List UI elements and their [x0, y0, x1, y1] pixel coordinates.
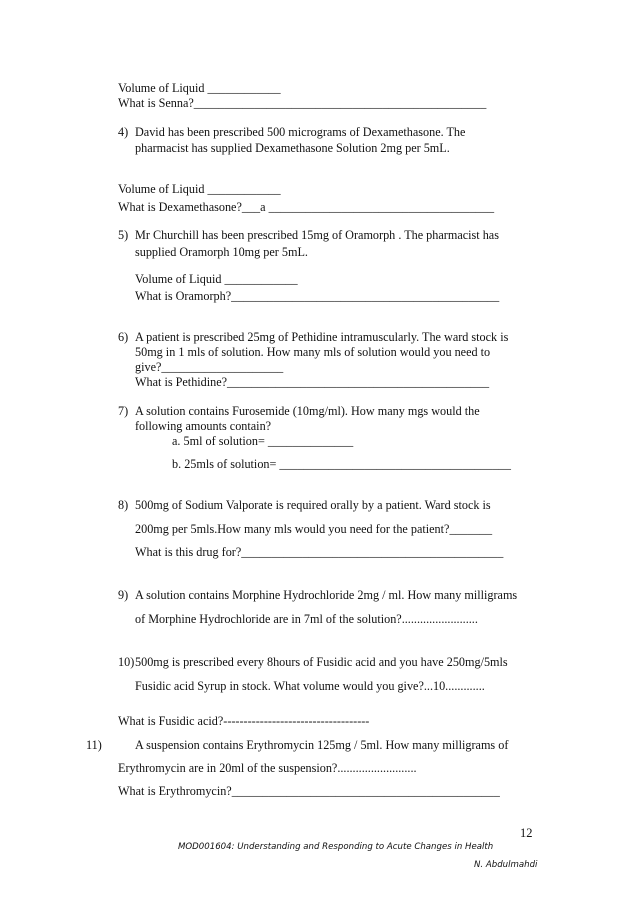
q6-text-line-3: give?____________________ — [135, 360, 284, 374]
footer-author: N. Abdulmahdi — [474, 860, 538, 870]
q10-number: 10) — [118, 655, 135, 669]
q8-text-line-2: 200mg per 5mls.How many mls would you need for the patient?_______ — [135, 522, 493, 536]
q3-volume-line: Volume of Liquid ____________ — [118, 81, 281, 95]
q11-number: 11) — [86, 738, 102, 752]
q9-text-line-1: A solution contains Morphine Hydrochloride 2mg / ml. How many milligrams — [135, 588, 518, 602]
q4-text-line-2: pharmacist has supplied Dexamethasone Solution 2mg per 5mL. — [135, 141, 450, 155]
page-number: 12 — [520, 826, 533, 840]
footer-course-title: MOD001604: Understanding and Responding to Acute Changes in Health — [178, 842, 494, 852]
q5-volume-line: Volume of Liquid ____________ — [135, 272, 298, 286]
q3-what-is-line: What is Senna?________________________________________________ — [118, 96, 487, 110]
q8-number: 8) — [118, 498, 129, 512]
q10-text-line-1: 500mg is prescribed every 8hours of Fusidic acid and you have 250mg/5mls — [135, 655, 508, 669]
q6-number: 6) — [118, 330, 129, 344]
q11-text-line-3: What is Erythromycin?____________________________________________ — [118, 784, 500, 798]
q10-what-is-line: What is Fusidic acid?------------------------------------ — [118, 714, 370, 728]
q5-what-is-line: What is Oramorph?____________________________________________ — [135, 289, 500, 303]
q5-number: 5) — [118, 228, 129, 242]
q7-text-line-2: following amounts contain? — [135, 419, 272, 433]
q7-number: 7) — [118, 404, 129, 418]
q8-text-line-1: 500mg of Sodium Valporate is required orally by a patient. Ward stock is — [135, 498, 491, 512]
q5-text-line-1: Mr Churchill has been prescribed 15mg of Oramorph . The pharmacist has — [135, 228, 499, 242]
q10-text-line-2: Fusidic acid Syrup in stock. What volume would you give?...10............. — [135, 679, 485, 693]
q4-what-is-line: What is Dexamethasone?___a _____________________________________ — [118, 200, 495, 214]
q8-text-line-3: What is this drug for?___________________________________________ — [135, 545, 504, 559]
q7-part-b: b. 25mls of solution= ______________________________________ — [172, 457, 511, 471]
q4-text-line-1: David has been prescribed 500 micrograms of Dexamethasone. The — [135, 125, 466, 139]
q4-number: 4) — [118, 125, 129, 139]
q7-part-a: a. 5ml of solution= ______________ — [172, 434, 354, 448]
q11-text-line-2: Erythromycin are in 20ml of the suspension?.......................... — [118, 761, 417, 775]
q9-number: 9) — [118, 588, 129, 602]
q6-text-line-1: A patient is prescribed 25mg of Pethidine intramuscularly. The ward stock is — [135, 330, 509, 344]
q7-text-line-1: A solution contains Furosemide (10mg/ml). How many mgs would the — [135, 404, 480, 418]
q6-text-line-2: 50mg in 1 mls of solution. How many mls of solution would you need to — [135, 345, 491, 359]
q9-text-line-2: of Morphine Hydrochloride are in 7ml of the solution?......................... — [135, 612, 478, 626]
q6-text-line-4: What is Pethidine?___________________________________________ — [135, 375, 490, 389]
q5-text-line-2: supplied Oramorph 10mg per 5mL. — [135, 245, 308, 259]
q4-volume-line: Volume of Liquid ____________ — [118, 182, 281, 196]
q11-text-line-1: A suspension contains Erythromycin 125mg / 5ml. How many milligrams of — [135, 738, 509, 752]
